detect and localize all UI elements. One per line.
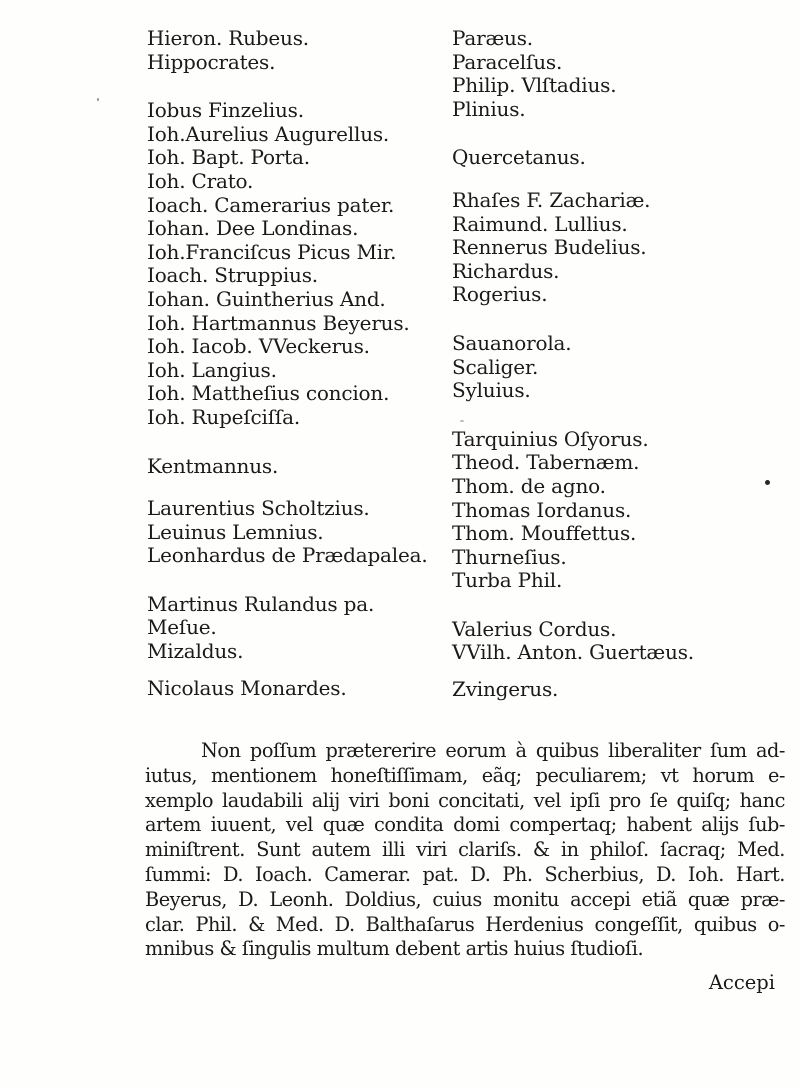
names-group-k (147, 455, 437, 479)
name-entry: Thom. de agno. (452, 473, 606, 498)
name-entry: Ioh. Crato. (147, 168, 254, 193)
names-group-i (147, 99, 437, 429)
name-entry: Sauanorola. (452, 330, 572, 355)
name-entry: Iohan. Guintherius And. (147, 286, 386, 311)
name-entry: Ioh. Bapt. Porta. (147, 145, 310, 170)
name-entry: Hieron. Rubeus. (147, 26, 309, 50)
name-entry: Rhaſes F. Zachariæ. (452, 187, 651, 212)
names-group-h (147, 27, 437, 74)
name-entry: Hippocrates. (147, 49, 276, 74)
name-entry: Ioh. Iacob. VVeckerus. (147, 334, 370, 359)
name-entry: Iohan. Dee Londinas. (147, 216, 359, 241)
name-entry: Ioh.Aurelius Augurellus. (147, 121, 390, 146)
names-group-p (452, 27, 782, 121)
names-group-q (452, 146, 782, 170)
name-entry: Turba Phil. (452, 568, 563, 593)
name-entry: Mizaldus. (147, 639, 244, 664)
name-entry: Thom. Mouffettus. (452, 521, 637, 546)
names-group-n (147, 677, 437, 701)
name-entry: Ioh. Rupeſciſſa. (147, 404, 301, 429)
ink-speck (765, 480, 770, 485)
paragraph-line: mnibus & ſingulis multum debent artis huius ſtudioſi. (145, 937, 644, 961)
name-entry: Rennerus Budelius. (452, 235, 647, 260)
paragraph-line: miniſtrent. Sunt autem illi viri clariſs. & in philoſ. ſacraq; Med. (145, 838, 785, 862)
name-entry: Thurneſius. (452, 544, 567, 569)
names-group-s (452, 332, 782, 403)
names-group-t (452, 428, 782, 593)
names-group-v (452, 618, 782, 665)
paragraph-line: Non poſſum prætererire eorum à quibus liberaliter ſum ad- (201, 739, 785, 762)
name-entry: Quercetanus. (452, 145, 586, 170)
paragraph-line: artem iuuent, vel quæ condita domi compertaq; habent alijs ſub- (145, 813, 785, 837)
name-entry: Ioh. Mattheſius concion. (147, 381, 390, 406)
names-group-z (452, 678, 782, 702)
name-entry: Paræus. (452, 26, 533, 50)
name-entry: Leonhardus de Prædapalea. (147, 543, 428, 568)
name-entry: Ioh. Hartmannus Beyerus. (147, 310, 410, 335)
names-group-r (452, 189, 782, 307)
name-entry: Richardus. (452, 258, 560, 283)
name-entry: Kentmannus. (147, 453, 279, 478)
name-entry: Laurentius Scholtzius. (147, 496, 370, 521)
name-entry: Raimund. Lullius. (452, 211, 628, 236)
right-name-column (452, 27, 782, 702)
names-group-m (147, 593, 437, 664)
names-group-l (147, 497, 437, 568)
name-entry: Philip. Vlſtadius. (452, 73, 617, 98)
catchword: Accepi (708, 971, 775, 994)
name-entry: Scaliger. (452, 354, 539, 379)
name-entry: Leuinus Lemnius. (147, 519, 324, 544)
name-entry: Ioh.Franciſcus Picus Mir. (147, 239, 397, 264)
name-entry: Rogerius. (452, 282, 548, 307)
paragraph-line: xemplo laudabili alij viri boni concitati, vel ipſi pro ſe quiſq; hanc (145, 788, 785, 812)
name-entry: Zvingerus. (452, 677, 559, 702)
name-entry: Valerius Cordus. (452, 616, 617, 641)
left-name-column (147, 27, 437, 700)
acknowledgement-paragraph (145, 739, 785, 962)
paragraph-line: ſummi: D. Ioach. Camerar. pat. D. Ph. Scherbius, D. Ioh. Hart. (145, 862, 785, 886)
paragraph-line: iutus, mentionem honeſtiſſimam, eãq; peculiarem; vt horum e- (145, 763, 785, 787)
name-entry: Ioh. Langius. (147, 357, 277, 382)
name-entry: Plinius. (452, 96, 526, 121)
name-entry: Nicolaus Monardes. (147, 675, 347, 700)
name-entry: Ioach. Struppius. (147, 263, 318, 288)
ink-speck (460, 420, 464, 422)
name-entry: Thomas Iordanus. (452, 497, 632, 522)
name-entry: Iobus Finzelius. (147, 98, 304, 123)
name-entry: VVilh. Anton. Guertæus. (452, 640, 694, 665)
ink-speck (97, 98, 99, 101)
name-entry: Tarquinius Oſyorus. (452, 426, 649, 451)
paragraph-line: clar. Phil. & Med. D. Balthaſarus Herdenius congeſſit, quibus o- (145, 912, 785, 936)
name-entry: Paracelſus. (452, 49, 563, 74)
name-entry: Ioach. Camerarius pater. (147, 192, 395, 217)
paragraph-line: Beyerus, D. Leonh. Doldius, cuius monitu accepi etiã quæ præ- (145, 887, 785, 911)
name-entry: Syluius. (452, 378, 531, 403)
name-entry: Martinus Rulandus pa. (147, 591, 375, 616)
name-entry: Meſue. (147, 615, 217, 640)
name-entry: Theod. Tabernæm. (452, 450, 640, 475)
